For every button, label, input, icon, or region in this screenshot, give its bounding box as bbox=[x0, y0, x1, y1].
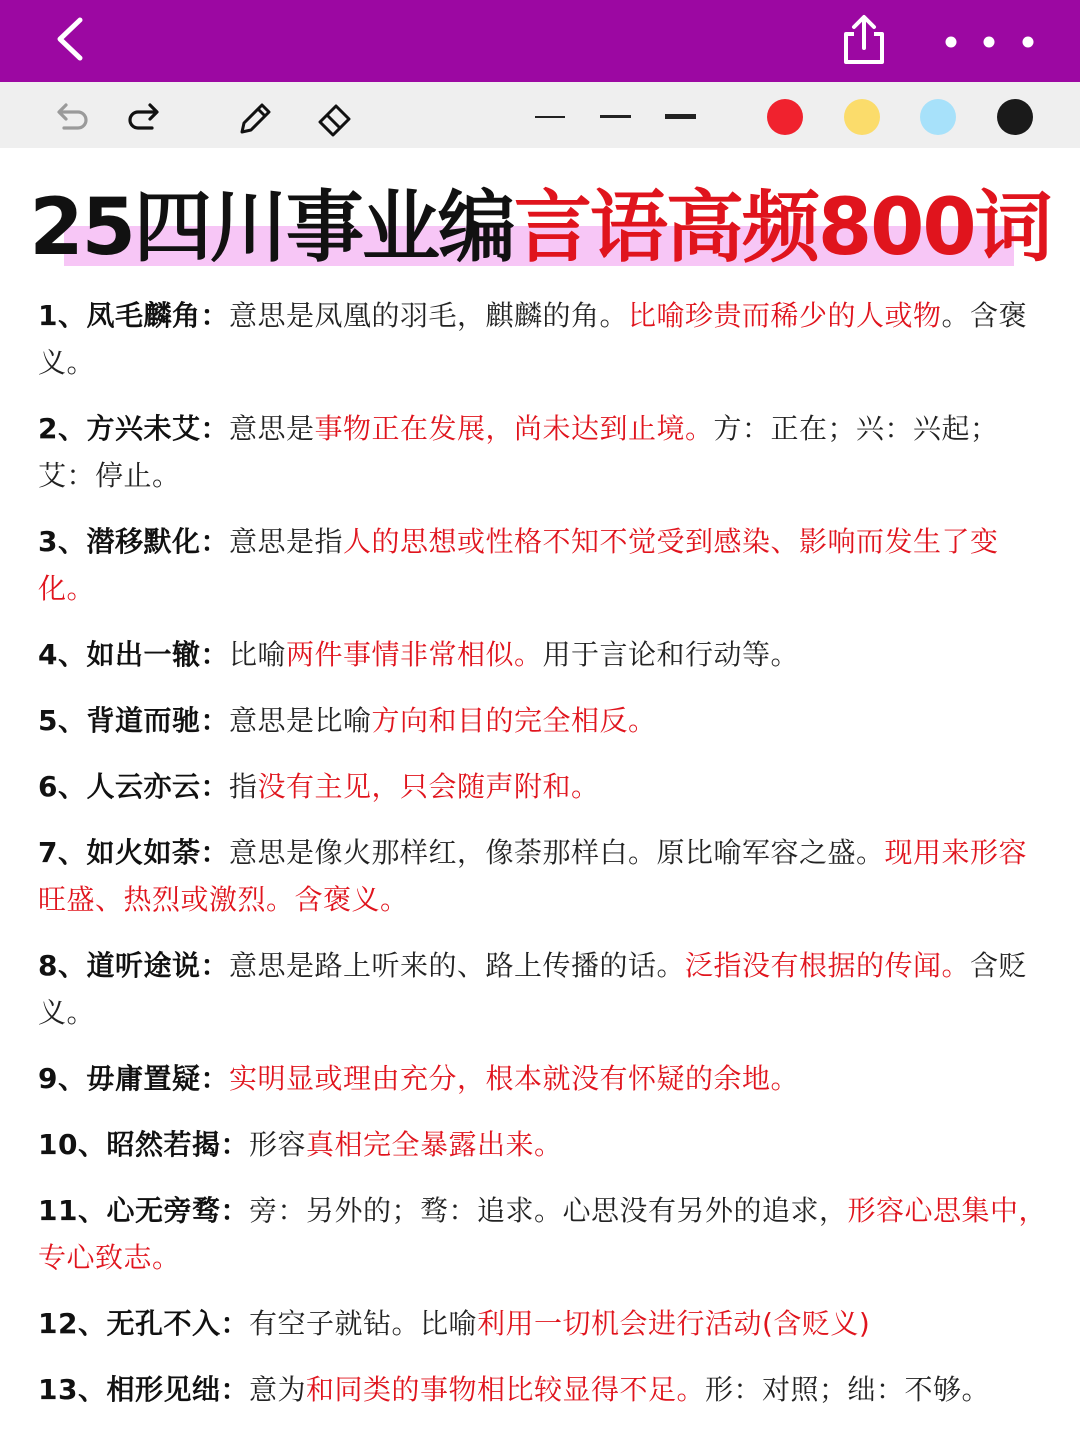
page-title bbox=[0, 180, 1080, 280]
entry-number: 11、 bbox=[38, 1194, 107, 1227]
key-meaning-text: 方向和目的完全相反。 bbox=[371, 704, 657, 737]
entry-number: 13、 bbox=[38, 1373, 107, 1406]
explanation-text: 。含褒义。 bbox=[38, 299, 1028, 379]
explanation-text: 用于言论和行动等。 bbox=[542, 638, 800, 671]
explanation-text: 形容 bbox=[248, 1128, 306, 1161]
key-meaning-text: 真相完全暴露出来。 bbox=[306, 1128, 563, 1161]
idiom-entry bbox=[38, 763, 1048, 810]
key-meaning-text: 人的思想或性格不知不觉受到感染、影响而发生了变化。 bbox=[38, 525, 999, 605]
idiom-term: 如出一辙： bbox=[86, 638, 229, 671]
entry-number: 9、 bbox=[38, 1062, 87, 1095]
idiom-entry bbox=[38, 829, 1048, 923]
explanation-text: 形：对照；绌：不够。 bbox=[705, 1373, 991, 1406]
pen-icon[interactable] bbox=[234, 98, 274, 138]
idiom-entry bbox=[38, 631, 1048, 678]
drawing-toolbar bbox=[0, 82, 1080, 148]
explanation-text: 意思是凤凰的羽毛，麒麟的角。 bbox=[229, 299, 629, 332]
title-part-black: 25四川事业编 bbox=[29, 183, 514, 273]
entry-number: 12、 bbox=[38, 1307, 107, 1340]
entry-number: 1、 bbox=[38, 299, 87, 332]
entry-number: 3、 bbox=[38, 525, 87, 558]
key-meaning-text: 实明显或理由充分，根本就没有怀疑的余地。 bbox=[229, 1062, 800, 1095]
key-meaning-text: 两件事情非常相似。 bbox=[286, 638, 543, 671]
key-meaning-text: 没有主见，只会随声附和。 bbox=[257, 770, 600, 803]
explanation-text: 方：正在；兴：兴起；艾：停止。 bbox=[38, 412, 999, 492]
chevron-left-icon[interactable] bbox=[46, 14, 96, 64]
idiom-term: 无孔不入： bbox=[106, 1307, 249, 1340]
color-swatch-light-blue[interactable] bbox=[920, 99, 956, 135]
idiom-term: 相形见绌： bbox=[106, 1373, 249, 1406]
idiom-entry bbox=[38, 1187, 1048, 1281]
key-meaning-text: 和同类的事物相比较显得不足。 bbox=[306, 1373, 706, 1406]
key-meaning-text: 泛指没有根据的传闻。 bbox=[685, 949, 971, 982]
explanation-text: 意思是像火那样红，像荼那样白。原比喻军容之盛。 bbox=[229, 836, 885, 869]
entry-number: 6、 bbox=[38, 770, 87, 803]
explanation-text: 意为 bbox=[248, 1373, 306, 1406]
explanation-text: 意思是 bbox=[229, 412, 315, 445]
explanation-text: 意思是比喻 bbox=[229, 704, 372, 737]
explanation-text: 比喻 bbox=[229, 638, 287, 671]
idiom-entry bbox=[38, 518, 1048, 612]
line-width-thin-option[interactable] bbox=[535, 116, 565, 118]
top-app-bar bbox=[0, 0, 1080, 82]
idiom-term: 人云亦云： bbox=[86, 770, 229, 803]
idiom-list bbox=[38, 292, 1048, 1432]
eraser-icon[interactable] bbox=[314, 98, 354, 138]
entry-number: 8、 bbox=[38, 949, 87, 982]
share-icon[interactable] bbox=[838, 12, 890, 66]
explanation-text: 指 bbox=[229, 770, 258, 803]
color-swatch-yellow[interactable] bbox=[844, 99, 880, 135]
explanation-text: 含贬义。 bbox=[38, 949, 1028, 1029]
idiom-term: 昭然若揭： bbox=[106, 1128, 249, 1161]
more-dots-icon[interactable] bbox=[930, 22, 1040, 62]
idiom-entry bbox=[38, 292, 1048, 386]
entry-number: 5、 bbox=[38, 704, 87, 737]
explanation-text: 有空子就钻。比喻 bbox=[248, 1307, 477, 1340]
idiom-term: 凤毛麟角： bbox=[86, 299, 229, 332]
idiom-entry bbox=[38, 1300, 1048, 1347]
idiom-term: 背道而驰： bbox=[86, 704, 229, 737]
idiom-term: 道听途说： bbox=[86, 949, 229, 982]
explanation-text: 意思是路上听来的、路上传播的话。 bbox=[229, 949, 686, 982]
key-meaning-text: 现用来形容旺盛、热烈或激烈。含褒义。 bbox=[38, 836, 1028, 916]
entry-number: 4、 bbox=[38, 638, 87, 671]
line-width-thick-option[interactable] bbox=[665, 114, 696, 119]
entry-number: 10、 bbox=[38, 1128, 107, 1161]
explanation-text: 旁：另外的；骛：追求。心思没有另外的追求， bbox=[248, 1194, 848, 1227]
idiom-term: 潜移默化： bbox=[86, 525, 229, 558]
color-swatch-black[interactable] bbox=[997, 99, 1033, 135]
idiom-entry bbox=[38, 1121, 1048, 1168]
idiom-entry bbox=[38, 1055, 1048, 1102]
title-part-red: 言语高频800词 bbox=[513, 183, 1051, 273]
idiom-entry bbox=[38, 405, 1048, 499]
line-width-medium-option[interactable] bbox=[600, 115, 631, 118]
idiom-term: 毋庸置疑： bbox=[86, 1062, 229, 1095]
idiom-term: 方兴未艾： bbox=[86, 412, 229, 445]
color-swatch-red[interactable] bbox=[767, 99, 803, 135]
key-meaning-text: 利用一切机会进行活动(含贬义) bbox=[477, 1307, 871, 1340]
idiom-entry bbox=[38, 697, 1048, 744]
key-meaning-text: 比喻珍贵而稀少的人或物 bbox=[628, 299, 942, 332]
entry-number: 2、 bbox=[38, 412, 87, 445]
idiom-term: 心无旁骛： bbox=[106, 1194, 249, 1227]
undo-icon[interactable] bbox=[50, 98, 90, 138]
explanation-text: 意思是指 bbox=[229, 525, 344, 558]
idiom-term: 如火如荼： bbox=[86, 836, 229, 869]
idiom-entry bbox=[38, 942, 1048, 1036]
key-meaning-text: 事物正在发展，尚未达到止境。 bbox=[314, 412, 714, 445]
redo-icon[interactable] bbox=[126, 98, 166, 138]
entry-number: 7、 bbox=[38, 836, 87, 869]
key-meaning-text: 形容心思集中，专心致志。 bbox=[38, 1194, 1048, 1274]
idiom-entry bbox=[38, 1366, 1048, 1413]
